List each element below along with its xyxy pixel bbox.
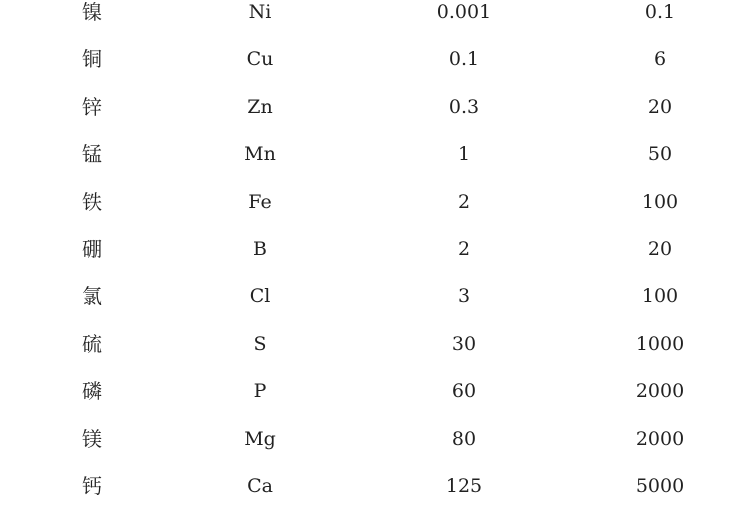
element-symbol-cell: Ni xyxy=(248,1,272,23)
table-row xyxy=(0,416,750,463)
value-cell-2: 100 xyxy=(641,285,679,308)
table-row xyxy=(0,0,750,36)
value-cell-2: 0.1 xyxy=(644,1,676,23)
element-symbol-cell: B xyxy=(253,237,267,260)
value-cell-2: 5000 xyxy=(635,474,685,497)
table-row xyxy=(0,368,750,415)
value-cell-1: 60 xyxy=(451,380,477,403)
value-cell-1: 2 xyxy=(457,190,471,213)
value-cell-1: 0.3 xyxy=(448,95,480,118)
table-row xyxy=(0,131,750,178)
element-symbol-cell: Cu xyxy=(246,48,274,71)
value-cell-2: 2000 xyxy=(635,380,685,403)
table-row xyxy=(0,273,750,320)
value-cell-2: 1000 xyxy=(635,332,685,355)
element-symbol-cell: S xyxy=(253,332,267,355)
element-name-cell: 锌 xyxy=(82,94,102,119)
element-name-cell: 镁 xyxy=(82,426,102,451)
value-cell-2: 50 xyxy=(647,143,673,166)
element-name-cell: 钙 xyxy=(82,473,102,498)
value-cell-2: 20 xyxy=(647,95,673,118)
element-symbol-cell: Zn xyxy=(247,95,273,118)
value-cell-1: 80 xyxy=(451,427,477,450)
table-row xyxy=(0,226,750,273)
table-row xyxy=(0,36,750,83)
value-cell-1: 0.1 xyxy=(448,48,480,71)
element-name-cell: 硼 xyxy=(82,236,102,261)
value-cell-2: 100 xyxy=(641,190,679,213)
element-symbol-cell: Cl xyxy=(249,285,271,308)
element-symbol-cell: Ca xyxy=(247,474,273,497)
element-name-cell: 锰 xyxy=(82,142,102,167)
element-symbol-cell: Mg xyxy=(244,427,276,450)
element-name-cell: 氯 xyxy=(82,284,102,309)
table-row xyxy=(0,84,750,131)
value-cell-1: 0.001 xyxy=(436,1,492,23)
element-symbol-cell: P xyxy=(253,380,267,403)
value-cell-1: 1 xyxy=(457,143,471,166)
element-name-cell: 磷 xyxy=(82,379,102,404)
element-symbol-cell: Mn xyxy=(244,143,276,166)
value-cell-1: 125 xyxy=(445,474,483,497)
value-cell-2: 6 xyxy=(653,48,667,71)
element-name-cell: 镍 xyxy=(82,0,102,24)
value-cell-1: 30 xyxy=(451,332,477,355)
table-row xyxy=(0,179,750,226)
value-cell-2: 2000 xyxy=(635,427,685,450)
value-cell-1: 2 xyxy=(457,237,471,260)
element-name-cell: 铁 xyxy=(82,189,102,214)
table-row xyxy=(0,463,750,510)
element-name-cell: 硫 xyxy=(82,331,102,356)
table-row xyxy=(0,321,750,368)
value-cell-2: 20 xyxy=(647,237,673,260)
value-cell-1: 3 xyxy=(457,285,471,308)
element-symbol-cell: Fe xyxy=(248,190,272,213)
element-name-cell: 铜 xyxy=(82,47,102,72)
